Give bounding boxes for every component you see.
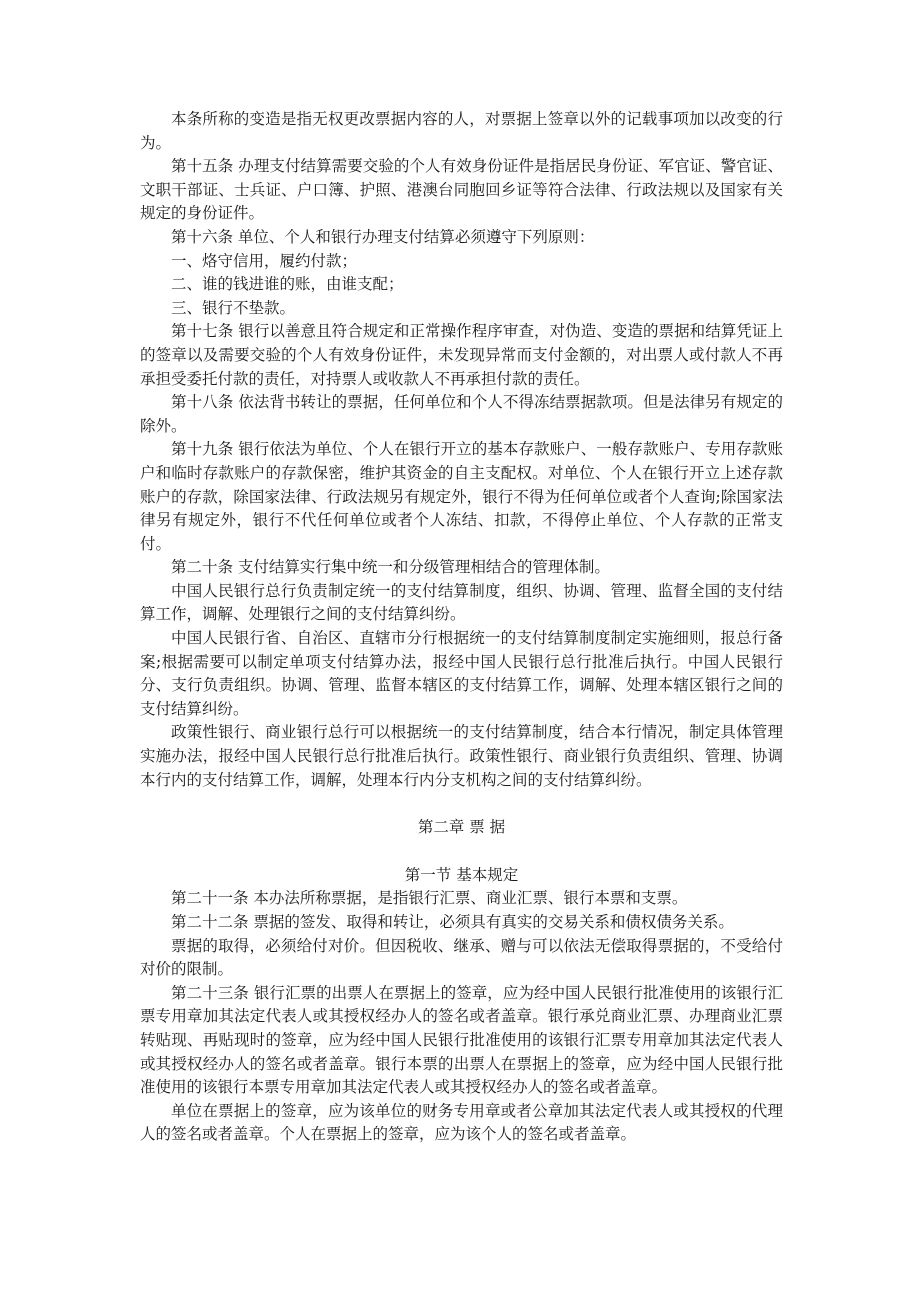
article-18: 第十八条 依法背书转让的票据，任何单位和个人不得冻结票据款项。但是法律另有规定的除外。 bbox=[140, 393, 783, 435]
principle-1: 一、烙守信用，履约付款； bbox=[171, 251, 358, 270]
article-20-para-4: 政策性银行、商业银行总行可以根据统一的支付结算制度，结合本行情况，制定具体管理实施办法，报经中国人民银行总行批准后执行。政策性银行、商业银行负责组织、管理、协调本行内的支付结算工作，调解，处理本行内分支机构之间的支付结算纠纷。 bbox=[140, 723, 783, 789]
section-title: 第一节 基本规定 bbox=[404, 865, 519, 884]
paragraph-1: 本条所称的变造是指无权更改票据内容的人，对票据上签章以外的记载事项加以改变的行为。 bbox=[140, 110, 783, 152]
principle-2: 二、谁的钱进谁的账，由谁支配； bbox=[171, 275, 404, 294]
document-page bbox=[140, 108, 783, 1147]
article-16: 第十六条 单位、个人和银行办理支付结算必须遵守下列原则： bbox=[171, 227, 595, 246]
article-23: 第二十三条 银行汇票的出票人在票据上的签章，应为经中国人民银行批准使用的该银行汇票专用章加其法定代表人或其授权经办人的签名或者盖章。银行承兑商业汇票、办理商业汇票转贴现、再贴现时的签章，应为经中国人民银行批准使用的该银行汇票专用章加其法定代表人或其授权经办人的签名或者盖章。银行本票的出票人在票据上的签章，应为经中国人民银行批准使用的该银行本票专用章加其法定代表人或其授权经办人的签名或者盖章。 bbox=[140, 983, 783, 1097]
article-22: 第二十二条 票据的签发、取得和转让，必须具有真实的交易关系和债权债务关系。 bbox=[171, 913, 734, 931]
article-19: 第十九条 银行依法为单位、个人在银行开立的基本存款账户、一般存款账户、专用存款账户和临时存款账户的存款保密，维护其资金的自主支配权。对单位、个人在银行开立上述存款账户的存款，除国家法律、行政法规另有规定外，银行不得为任何单位或者个人查询;除国家法律另有规定外，银行不代任何单位或者个人冻结、扣款，不得停止单位、个人存款的正常支付。 bbox=[140, 440, 783, 553]
article-22-para-2: 票据的取得，必须给付对价。但因税收、继承、赠与可以依法无偿取得票据的，不受给付对价的限制。 bbox=[140, 936, 783, 979]
chapter-title: 第二章 票 据 bbox=[417, 818, 506, 837]
article-17: 第十七条 银行以善意且符合规定和正常操作程序审查，对伪造、变造的票据和结算凭证上的签章以及需要交验的个人有效身份证件，未发现异常而支付金额的，对出票人或付款人不再承担受委托付款的责任，对持票人或收款人不再承担付款的责任。 bbox=[140, 322, 783, 388]
article-20-para-2: 中国人民银行总行负责制定统一的支付结算制度，组织、协调、管理、监督全国的支付结算工作，调解、处理银行之间的支付结算纠纷。 bbox=[140, 581, 783, 624]
article-21: 第二十一条 本办法所称票据，是指银行汇票、商业汇票、银行本票和支票。 bbox=[171, 889, 688, 908]
article-15: 第十五条 办理支付结算需要交验的个人有效身份证件是指居民身份证、军官证、警官证、文职干部证、士兵证、户口簿、护照、港澳台同胞回乡证等符合法律、行政法规以及国家有关规定的身份证件。 bbox=[140, 157, 783, 223]
article-20-para-3: 中国人民银行省、自治区、直辖市分行根据统一的支付结算制度制定实施细则，报总行备案;根据需要可以制定单项支付结算办法，报经中国人民银行总行批准后执行。中国人民银行分、支行负责组织。协调、管理、监督本辖区的支付结算工作，调解、处理本辖区银行之间的支付结算纠纷。 bbox=[140, 629, 783, 718]
article-20: 第二十条 支付结算实行集中统一和分级管理相结合的管理体制。 bbox=[171, 558, 610, 577]
article-23-para-2: 单位在票据上的签章，应为该单位的财务专用章或者公章加其法定代表人或其授权的代理人的签名或者盖章。个人在票据上的签章，应为该个人的签名或者盖章。 bbox=[140, 1101, 783, 1144]
principle-3: 三、银行不垫款。 bbox=[171, 298, 296, 317]
